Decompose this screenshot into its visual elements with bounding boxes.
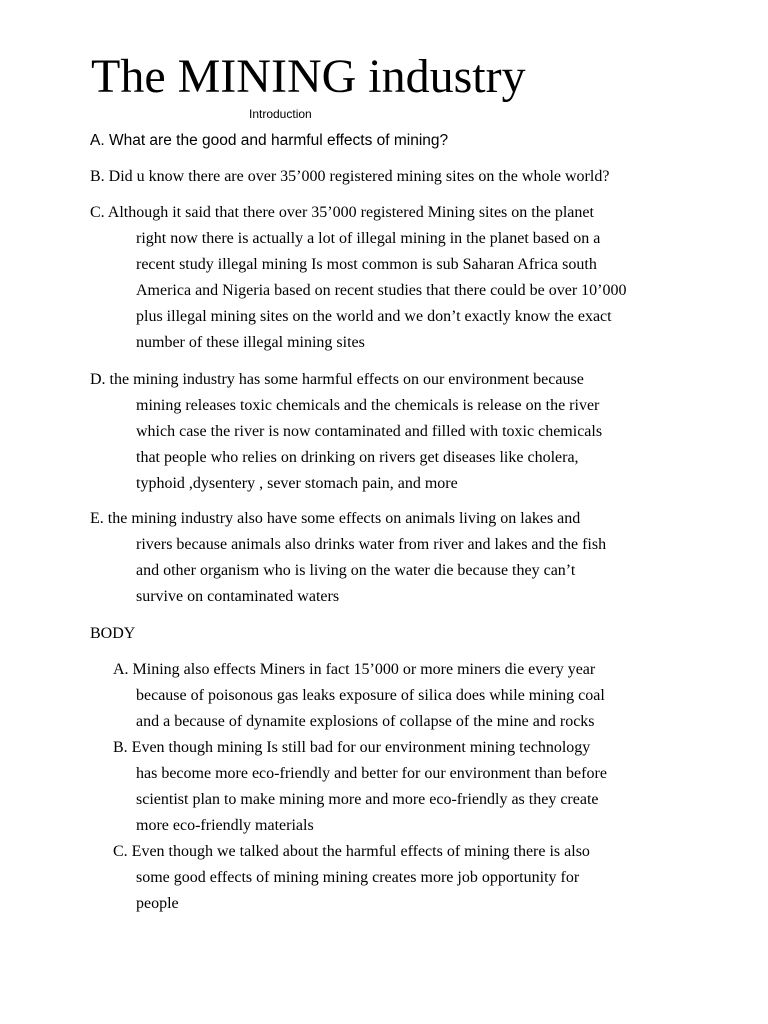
- intro-item-c: [90, 200, 626, 356]
- body-item-a-line: and a because of dynamite explosions of collapse of the mine and rocks: [136, 713, 595, 730]
- body-item-b-line: has become more eco-friendly and better for our environment than before: [136, 765, 607, 782]
- body-item-b-line: scientist plan to make mining more and more eco-friendly as they create: [136, 791, 599, 808]
- intro-item-c-line: recent study illegal mining Is most common is sub Saharan Africa south: [136, 256, 597, 273]
- intro-item-d-line: which case the river is now contaminated and filled with toxic chemicals: [136, 423, 603, 440]
- page-subtitle: Introduction: [249, 107, 312, 121]
- intro-item-a: A. What are the good and harmful effects of mining?: [90, 132, 449, 149]
- body-item-c-line: C. Even though we talked about the harmful effects of mining there is also: [113, 843, 590, 860]
- body-item-a-line: because of poisonous gas leaks exposure of silica does while mining coal: [136, 687, 605, 704]
- body-item-b-line: more eco-friendly materials: [136, 817, 314, 834]
- intro-item-b-line: B. Did u know there are over 35’000 registered mining sites on the whole world?: [90, 168, 610, 185]
- intro-item-c-line: America and Nigeria based on recent studies that there could be over 10’000: [136, 282, 627, 299]
- intro-item-e-line: survive on contaminated waters: [136, 588, 340, 605]
- body-item-a-line: A. Mining also effects Miners in fact 15’000 or more miners die every year: [113, 661, 596, 678]
- intro-item-c-line: number of these illegal mining sites: [136, 334, 365, 351]
- page-title: The MINING industry: [91, 50, 526, 103]
- body-item-c-line: some good effects of mining mining creates more job opportunity for: [136, 869, 580, 886]
- intro-item-d-line: mining releases toxic chemicals and the chemicals is release on the river: [136, 397, 600, 414]
- intro-item-d: [90, 367, 602, 497]
- intro-item-d-line: that people who relies on drinking on rivers get diseases like cholera,: [136, 449, 579, 466]
- intro-item-e: [90, 506, 606, 610]
- body-heading: [90, 621, 135, 647]
- body-item-c: [113, 839, 590, 917]
- body-heading-text: BODY: [90, 625, 136, 642]
- intro-item-e-line: and other organism who is living on the water die because they can’t: [136, 562, 576, 579]
- intro-item-c-line: C. Although it said that there over 35’000 registered Mining sites on the planet: [90, 204, 594, 221]
- intro-item-c-line: plus illegal mining sites on the world and we don’t exactly know the exact: [136, 308, 612, 325]
- body-item-a: [113, 657, 605, 735]
- intro-item-e-line: rivers because animals also drinks water from river and lakes and the fish: [136, 536, 607, 553]
- body-item-b-line: B. Even though mining Is still bad for our environment mining technology: [113, 739, 591, 756]
- intro-item-b: [90, 164, 609, 190]
- body-item-c-line: people: [136, 895, 179, 912]
- intro-item-d-line: D. the mining industry has some harmful effects on our environment because: [90, 371, 584, 388]
- body-item-b: [113, 735, 607, 839]
- intro-item-c-line: right now there is actually a lot of illegal mining in the planet based on a: [136, 230, 601, 247]
- intro-item-e-line: E. the mining industry also have some effects on animals living on lakes and: [90, 510, 581, 527]
- intro-item-d-line: typhoid ,dysentery , sever stomach pain, and more: [136, 475, 458, 492]
